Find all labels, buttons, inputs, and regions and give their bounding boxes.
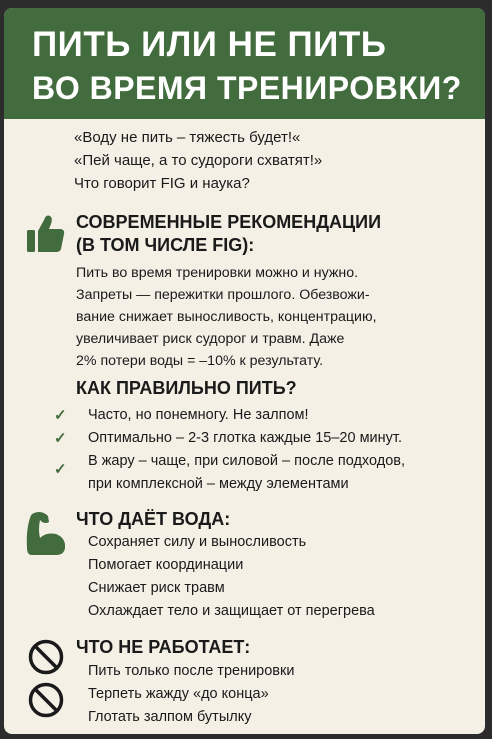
recommendations-line: увеличивает риск судорог и травм. Даже [76,331,345,347]
checkmark-icon: ✓ [54,461,67,478]
how-to-drink-list [54,404,406,496]
recommendations-line: 2% потери воды = –10% к результату. [76,353,324,369]
recommendations-line: Пить во время тренировки можно и нужно. [76,265,359,281]
list-item-continuation: при комплексной – между элементами [88,476,349,492]
flexed-bicep-icon [24,510,68,556]
checkmark-icon: ✓ [54,407,67,424]
list-item: Охлаждает тело и защищает от перегрева [88,603,375,619]
list-item: Пить только после тренировки [88,663,295,679]
not-working-heading: ЧТО НЕ РАБОТАЕТ: [76,637,251,657]
recommendations-line: вание снижает выносливость, концентрацию, [76,309,377,325]
list-item: Снижает риск травм [88,580,225,596]
thumbs-up-icon [26,212,66,254]
benefits-heading: ЧТО ДАЁТ ВОДА: [76,509,231,529]
list-item: Помогает координации [88,557,244,573]
intro-line: Что говорит FIG и наука? [74,175,250,192]
intro-line: «Воду не пить – тяжесть будет!« [74,129,301,146]
title-line-2: ВО ВРЕМЯ ТРЕНИРОВКИ? [32,70,462,106]
list-item: ✓ Часто, но понемногу. Не залпом! [88,404,405,427]
list-item: Сохраняет силу и выносливость [88,534,307,550]
prohibited-icon [28,682,64,718]
header-banner [4,8,485,119]
recommendations-line: Запреты — пережитки прошлого. Обезвожи- [76,287,370,303]
intro-line: «Пей чаще, а то судороги схватят!» [74,152,323,169]
list-item: ✓ Оптимально – 2-3 глотка каждые 15–20 минут. [88,427,405,450]
how-to-drink-heading: КАК ПРАВИЛЬНО ПИТЬ? [76,378,297,398]
poster-card [4,8,485,734]
list-item: ✓ В жару – чаще, при силовой – после подходов, [88,450,405,473]
title-line-1: ПИТЬ ИЛИ НЕ ПИТЬ [32,25,387,64]
not-working-list [88,660,294,729]
recommendations-heading-2: (В ТОМ ЧИСЛЕ FIG): [76,235,255,255]
list-item: Терпеть жажду «до конца» [88,686,269,702]
prohibited-icon [28,639,64,675]
intro-quotes [74,126,474,195]
recommendations-text [76,262,476,372]
benefits-list [88,531,375,623]
checkmark-icon: ✓ [54,430,67,447]
recommendations-heading-1: СОВРЕМЕННЫЕ РЕКОМЕНДАЦИИ [76,212,382,232]
list-item: Глотать залпом бутылку [88,709,252,725]
